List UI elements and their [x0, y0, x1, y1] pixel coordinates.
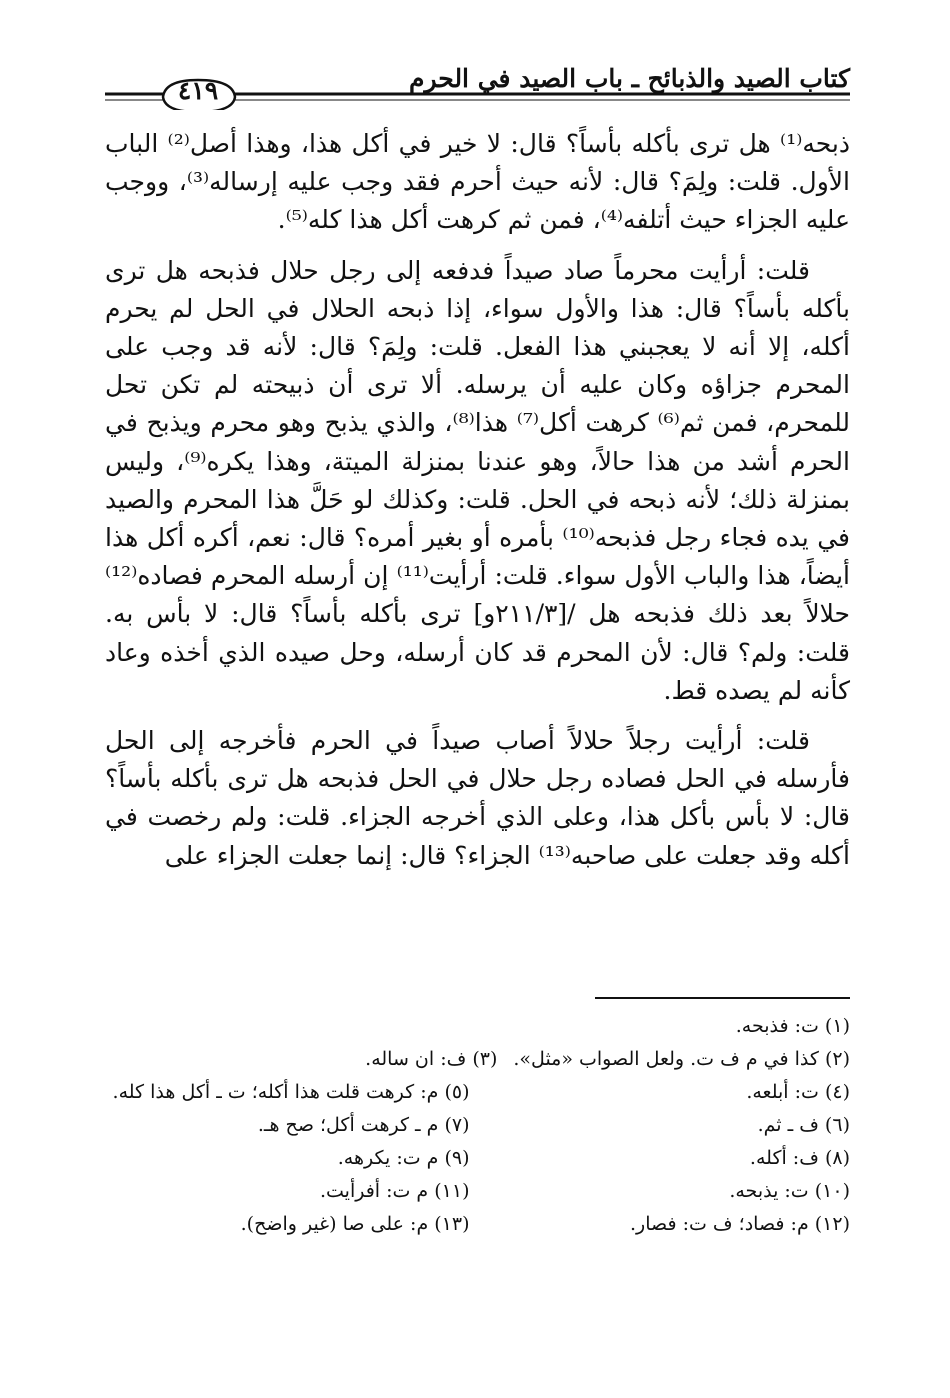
footnote: (١٠) ت: يذبحه.	[729, 1180, 850, 1202]
footnote: (٤) ت: أبلعه.	[746, 1081, 850, 1103]
footnote-row	[105, 1012, 850, 1040]
footnote: (٢) كذا في م ف ت. ولعل الصواب «مثل».	[513, 1048, 850, 1070]
footnote-row	[105, 1144, 850, 1172]
footnote: (٧) م ـ كرهت أكل؛ صح هـ.	[257, 1114, 470, 1136]
footnote-row	[105, 1045, 850, 1073]
main-text	[105, 125, 850, 875]
footnote-separator	[595, 997, 850, 999]
page-header	[105, 60, 850, 110]
footnote: (١١) م ت: أفرأيت.	[319, 1180, 470, 1202]
footnote: (٩) م ت: يكرهه.	[337, 1147, 470, 1169]
footnote: (٣) ف: ان ساله.	[365, 1048, 498, 1070]
footnote: (١٢) م: فصاد؛ ف ت: فصار.	[629, 1213, 850, 1235]
paragraph: ذبحه⁽¹⁾ هل ترى بأكله بأساً؟ قال: لا خير في أكل هذا، وهذا أصل⁽²⁾ الباب الأول. قلت: ولِمَ؟ قال: لأنه حيث أحرم فقد وجب عليه إرساله⁽³⁾، ووجب عليه الجزاء حيث أتلفه⁽⁴⁾، فمن ثم كرهت أكل هذا كله⁽⁵⁾.	[105, 129, 850, 235]
paragraph: قلت: أرأيت رجلاً حلالاً أصاب صيداً في الحرم فأخرجه إلى الحل فأرسله في الحل فصاده رجل حلال في الحل فذبحه هل ترى بأكله بأساً؟ قال: لا بأس بأكل هذا، وعلى الذي أخرجه الجزاء. قلت: ولم رخصت في أكله وقد جعلت على صاحبه⁽¹³⁾ الجزاء؟ قال: إنما جعلت الجزاء على	[105, 726, 850, 870]
footnote-row	[105, 1177, 850, 1205]
paragraph: قلت: أرأيت محرماً صاد صيداً فدفعه إلى رجل حلال فذبحه هل ترى بأكله بأساً؟ قال: هذا والأول سواء، إذا ذبحه الحلال في الحل لم يحرم أكله، إلا أنه لا يعجبني هذا الفعل. قلت: ولِمَ؟ قال: لأنه قد وجب على المحرم جزاؤه وكان عليه أن يرسله. ألا ترى أن ذبيحته لم تكن تحل للمحرم، فمن ثم⁽⁶⁾ كرهت أكل⁽⁷⁾ هذا⁽⁸⁾، والذي يذبح وهو محرم ويذبح في الحرم أشد من هذا حالاً، وهو عندنا بمنزلة الميتة، وهذا يكره⁽⁹⁾، وليس بمنزلة ذلك؛ لأنه ذبحه في الحل. قلت: وكذلك لو حَلَّ هذا المحرم والصيد في يده فجاء رجل فذبحه⁽¹⁰⁾ بأمره أو بغير أمره؟ قال: نعم، أكره أكل هذا أيضاً، هذا والباب الأول سواء. قلت: أرأيت⁽¹¹⁾ إن أرسله المحرم فصاده⁽¹²⁾ حلالاً بعد ذلك فذبحه هل /[٢١١/٣و] ترى بأكله بأساً؟ قال: لا بأس به. قلت: ولم؟ قال: لأن المحرم قد كان أرسله، وحل صيده الذي أخذه وعاد كأنه لم يصده قط.	[105, 255, 851, 705]
footnote: (٨) ف: أكله.	[749, 1147, 850, 1169]
footnote-row	[105, 1210, 850, 1238]
footnote-row	[105, 1078, 850, 1106]
page-number: ٤١٩	[177, 76, 219, 105]
footnotes	[105, 1012, 850, 1238]
running-title: كتاب الصيد والذبائح ـ باب الصيد في الحرم	[409, 64, 850, 93]
footnote-row	[105, 1111, 850, 1139]
footnote: (٦) ف ـ ثم.	[757, 1114, 850, 1136]
footnote: (١) ت: فذبحه.	[735, 1015, 850, 1037]
footnote: (٥) م: كرهت قلت هذا أكله؛ ت ـ أكل هذا كله.	[112, 1081, 470, 1103]
footnote: (١٣) م: على صا (غير واضح).	[240, 1213, 470, 1235]
